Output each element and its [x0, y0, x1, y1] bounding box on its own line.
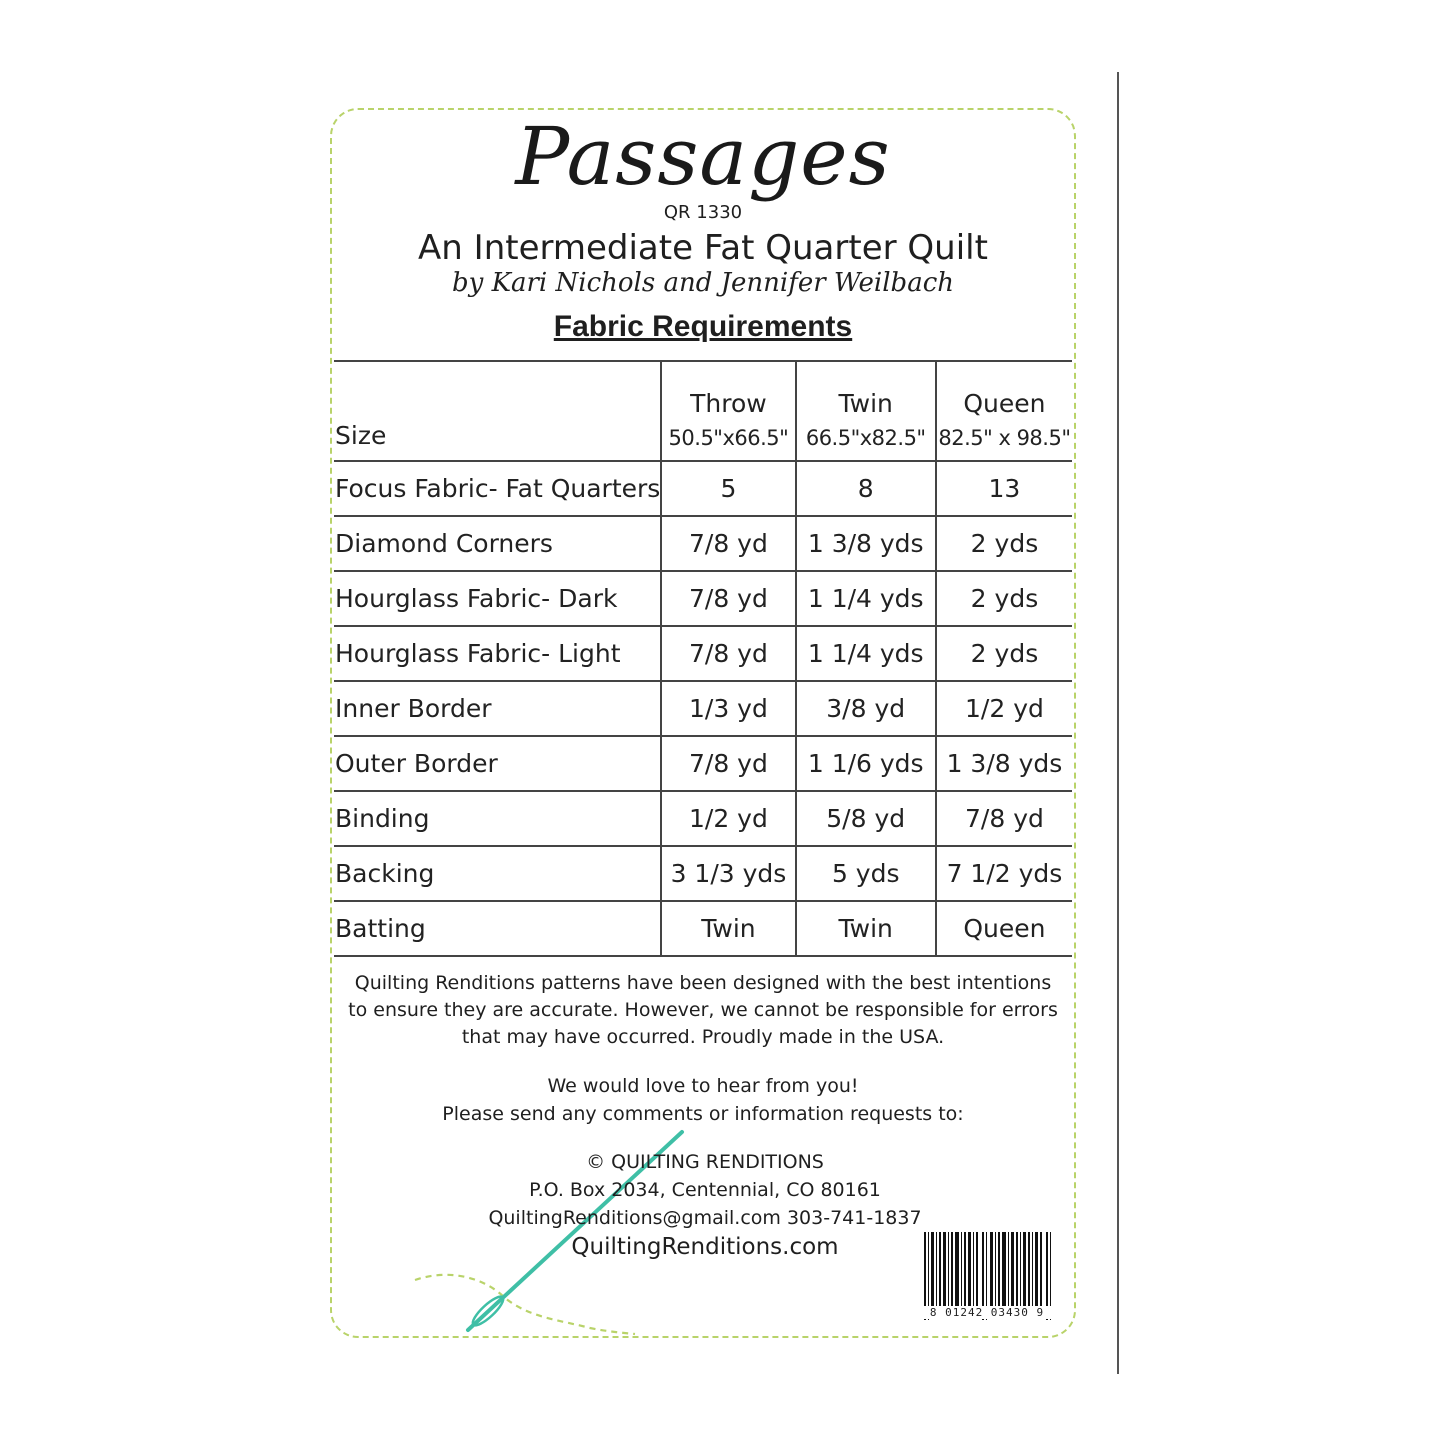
fabric-requirements-table: [334, 360, 1072, 957]
disclaimer-line: Quilting Renditions patterns have been designed with the best intentions: [354, 972, 1052, 994]
table-row: [334, 736, 1072, 791]
cell-throw: 3 1/3 yds: [661, 846, 795, 901]
table-row: [334, 681, 1072, 736]
barcode-number: 8 01242 03430 9: [912, 1306, 1062, 1319]
contact-line: We would love to hear from you!: [547, 1075, 859, 1097]
column-dims: 50.5"x66.5": [668, 426, 789, 450]
cell-twin: Twin: [796, 901, 936, 956]
cell-queen: 7/8 yd: [936, 791, 1072, 846]
cell-throw: 5: [661, 461, 795, 516]
table-row: [334, 901, 1072, 956]
cell-throw: Twin: [661, 901, 795, 956]
cell-twin: 1 1/6 yds: [796, 736, 936, 791]
column-name: Queen: [963, 389, 1046, 418]
cell-throw: 1/3 yd: [661, 681, 795, 736]
company-name: © QUILTING RENDITIONS: [586, 1151, 824, 1173]
cell-twin: 8: [796, 461, 936, 516]
column-header-twin: [796, 361, 936, 461]
cell-queen: 2 yds: [936, 516, 1072, 571]
cell-twin: 5/8 yd: [796, 791, 936, 846]
cell-queen: Queen: [936, 901, 1072, 956]
table-row: [334, 571, 1072, 626]
company-block: [440, 1148, 970, 1232]
table-row: [334, 461, 1072, 516]
company-website: QuiltingRenditions.com: [571, 1234, 839, 1260]
row-label: Batting: [334, 901, 661, 956]
pattern-code: QR 1330: [663, 202, 743, 223]
disclaimer-line: that may have occurred. Proudly made in the USA.: [461, 1026, 945, 1048]
size-label: Size: [334, 361, 661, 461]
row-label: Hourglass Fabric- Light: [334, 626, 661, 681]
cell-twin: 1 3/8 yds: [796, 516, 936, 571]
cell-twin: 5 yds: [796, 846, 936, 901]
cell-twin: 3/8 yd: [796, 681, 936, 736]
pattern-byline: by Kari Nichols and Jennifer Weilbach: [451, 268, 955, 298]
row-label: Diamond Corners: [334, 516, 661, 571]
cell-throw: 7/8 yd: [661, 516, 795, 571]
cell-queen: 7 1/2 yds: [936, 846, 1072, 901]
requirements-heading: Fabric Requirements: [553, 310, 853, 343]
row-label: Hourglass Fabric- Dark: [334, 571, 661, 626]
column-header-throw: [661, 361, 795, 461]
table-header-row: [334, 361, 1072, 461]
cell-throw: 1/2 yd: [661, 791, 795, 846]
cell-queen: 1 3/8 yds: [936, 736, 1072, 791]
company-address: P.O. Box 2034, Centennial, CO 80161: [529, 1179, 881, 1201]
pattern-title: Passages: [515, 110, 891, 203]
cell-twin: 1 1/4 yds: [796, 571, 936, 626]
row-label: Focus Fabric- Fat Quarters: [334, 461, 661, 516]
contact-line: Please send any comments or information requests to:: [442, 1103, 964, 1125]
row-label: Backing: [334, 846, 661, 901]
row-label: Outer Border: [334, 736, 661, 791]
contact-invite: [335, 1072, 1071, 1128]
page-edge-rule: [1117, 72, 1119, 1374]
cell-queen: 2 yds: [936, 571, 1072, 626]
company-email-phone: QuiltingRenditions@gmail.com 303-741-1837: [488, 1207, 922, 1229]
cell-queen: 13: [936, 461, 1072, 516]
column-dims: 66.5"x82.5": [805, 426, 926, 450]
column-name: Throw: [690, 389, 767, 418]
table-row: [334, 846, 1072, 901]
table-row: [334, 516, 1072, 571]
cell-throw: 7/8 yd: [661, 736, 795, 791]
column-dims: 82.5" x 98.5": [938, 426, 1071, 450]
cell-twin: 1 1/4 yds: [796, 626, 936, 681]
row-label: Inner Border: [334, 681, 661, 736]
disclaimer-line: to ensure they are accurate. However, we cannot be responsible for errors: [348, 999, 1058, 1021]
row-label: Binding: [334, 791, 661, 846]
cell-throw: 7/8 yd: [661, 626, 795, 681]
column-name: Twin: [838, 389, 893, 418]
pattern-subtitle: An Intermediate Fat Quarter Quilt: [418, 228, 988, 268]
table-row: [334, 626, 1072, 681]
cell-throw: 7/8 yd: [661, 571, 795, 626]
cell-queen: 1/2 yd: [936, 681, 1072, 736]
disclaimer-text: [335, 970, 1071, 1051]
table-row: [334, 791, 1072, 846]
column-header-queen: [936, 361, 1072, 461]
cell-queen: 2 yds: [936, 626, 1072, 681]
